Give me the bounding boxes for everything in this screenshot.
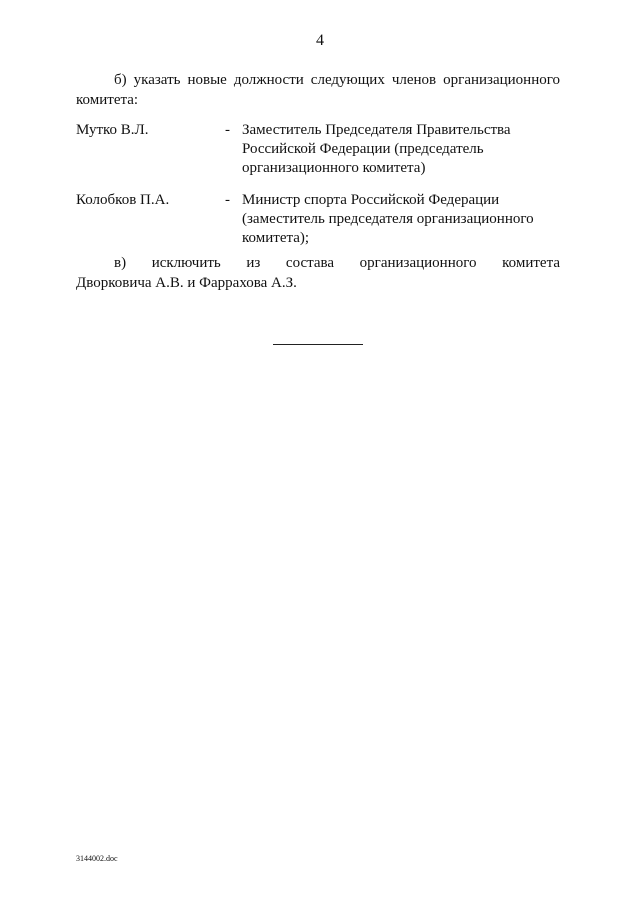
paragraph-item-b: [76, 70, 560, 110]
member-position-line: организационного комитета): [242, 160, 426, 176]
member-position-mutko: [242, 121, 562, 178]
member-name-kolobkov: Колобков П.А.: [76, 192, 170, 208]
member-name-mutko: Мутко В.Л.: [76, 122, 149, 138]
member-position-line: (заместитель председателя организационного: [242, 211, 534, 227]
end-separator-line: [273, 344, 363, 345]
page-number: 4: [316, 32, 324, 49]
document-id: 3144002.doc: [76, 854, 118, 863]
member-position-line: Российской Федерации (председатель: [242, 141, 484, 157]
member-position-kolobkov: [242, 191, 562, 248]
paragraph-item-v: [76, 253, 560, 293]
member-dash-kolobkov: -: [225, 192, 230, 208]
paragraph-item-v-line-2: Дворковича А.В. и Фаррахова А.З.: [76, 275, 297, 291]
paragraph-item-v-line-1: в) исключить из состава организационного комитета: [114, 255, 560, 271]
member-dash-mutko: -: [225, 122, 230, 138]
member-position-line: Заместитель Председателя Правительства: [242, 122, 511, 138]
paragraph-item-b-line-2: комитета:: [76, 92, 139, 108]
paragraph-item-b-line-1: б) указать новые должности следующих членов организационного: [114, 72, 560, 88]
member-position-line: комитета);: [242, 230, 310, 246]
member-position-line: Министр спорта Российской Федерации: [242, 192, 500, 208]
